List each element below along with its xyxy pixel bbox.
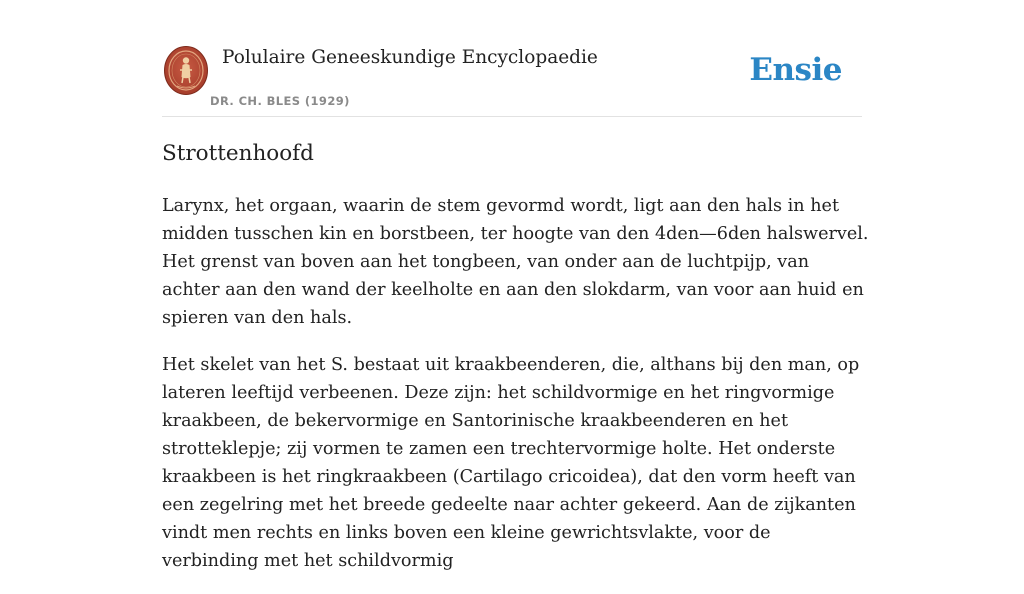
article-title: Strottenhoofd [162, 141, 314, 166]
book-cover-icon[interactable] [164, 46, 208, 95]
article-body [162, 192, 870, 594]
paragraph: Het skelet van het S. bestaat uit kraakbeenderen, die, althans bij den man, op lateren leeftijd verbeenen. Deze zijn: het schildvormige en het ringvormige kraakbeen, de bekervormige en Santorinische kraakbeenderen en het strotteklepje; zij vormen te zamen een trechtervormige holte. Het onderste kraakbeen is het ringkraakbeen (Cartilago cricoidea), dat den vorm heeft van een zegelring met het breede gedeelte naar achter gekeerd. Aan de zijkanten vindt men rechts en links boven een kleine gewrichtsvlakte, voor de verbinding met het schildvormig [162, 355, 860, 571]
brand-logo[interactable]: Ensie [749, 52, 842, 88]
book-title[interactable]: Polulaire Geneeskundige Encyclopaedie [222, 47, 598, 68]
site-header [162, 40, 862, 117]
paragraph: Larynx, het orgaan, waarin de stem gevormd wordt, ligt aan den hals in het midden tusschen kin en borstbeen, ter hoogte van den 4den—6den halswervel. Het grenst van boven aan het tongbeen, van onder aan de luchtpijp, van achter aan den wand der keelholte en aan den slokdarm, van voor aan huid en spieren van den hals. [162, 196, 869, 328]
book-author: DR. CH. BLES (1929) [210, 94, 350, 108]
